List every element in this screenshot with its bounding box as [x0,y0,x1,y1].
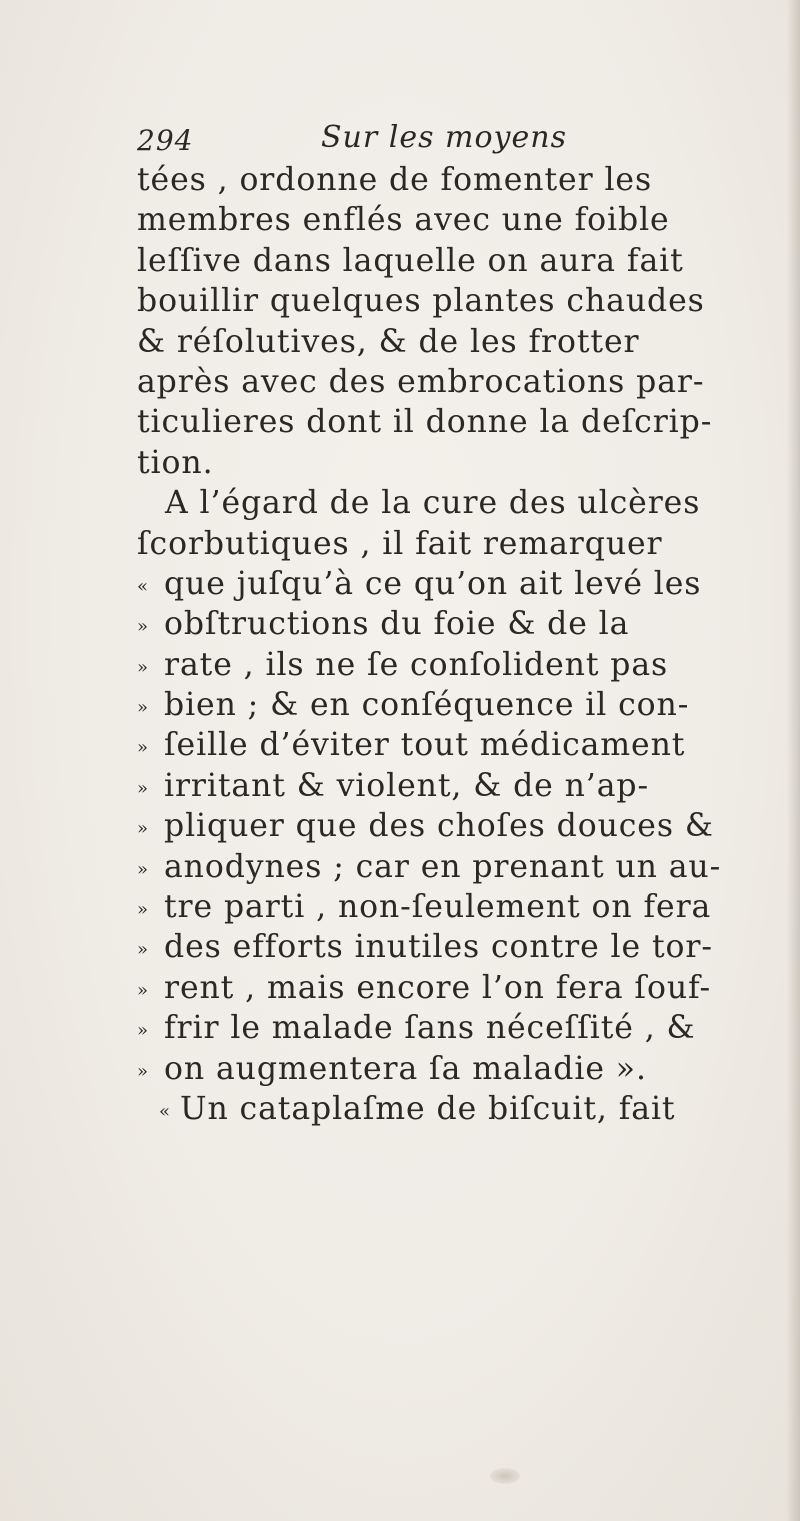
continuation-quote-mark: » [137,818,149,840]
continuation-quote-mark: » [137,939,149,961]
quoted-line: » ſeille d’éviter tout médicament [137,725,777,765]
continuation-quote-mark: » [137,737,149,759]
text-line: leſſive dans laquelle on aura fait [137,242,684,279]
continuation-quote-mark: » [137,899,149,921]
continuation-quote-mark: » [137,656,149,678]
page-header [137,118,697,158]
text-line: ticulieres dont il donne la deſcrip- [137,404,713,441]
body-text [137,160,777,1129]
paragraph-start-line: A l’égard de la cure des ulcères [165,485,701,522]
quoted-line: » pliquer que des choſes douces & [137,806,777,846]
paragraph-start-line: « Un cataplaſme de biſcuit, fait [137,1089,777,1129]
text-line: après avec des embrocations par- [137,363,705,400]
page-edge-shadow [786,0,800,1521]
paper-stain [490,1468,520,1484]
quoted-line: » irritant & violent, & de n’ap- [137,766,777,806]
quoted-line: » tre parti , non-ſeulement on fera [137,887,777,927]
running-title: Sur les moyens [321,120,567,155]
text-line: & réſolutives, & de les frotter [137,323,640,360]
quoted-line: » on augmentera ſa maladie ». [137,1049,777,1089]
quoted-line: » des efforts inutiles contre le tor- [137,927,777,967]
text-line: membres enflés avec une foible [137,202,670,239]
quoted-line: » rate , ils ne ſe conſolident pas [137,645,777,685]
quoted-line: » bien ; & en conſéquence il con- [137,685,777,725]
open-quote-mark: « [137,575,149,597]
text-line: bouillir quelques plantes chaudes [137,283,705,320]
continuation-quote-mark: » [137,858,149,880]
open-quote-mark: « [159,1100,171,1122]
page-number: 294 [137,124,194,157]
text-line: tion. [137,444,214,481]
quoted-line: » obſtructions du foie & de la [137,604,777,644]
continuation-quote-mark: » [137,697,149,719]
continuation-quote-mark: » [137,777,149,799]
continuation-quote-mark: » [137,1020,149,1042]
quoted-line: » frir le malade ſans néceſſité , & [137,1008,777,1048]
text-line: ſcorbutiques , il fait remarquer [137,525,663,562]
continuation-quote-mark: » [137,1060,149,1082]
text-line: tées , ordonne de fomenter les [137,162,653,198]
continuation-quote-mark: » [137,616,149,638]
quoted-line: « que juſqu’à ce qu’on ait levé les [137,564,777,604]
continuation-quote-mark: » [137,979,149,1001]
quoted-line: » rent , mais encore l’on fera ſouf- [137,968,777,1008]
quoted-line: » anodynes ; car en prenant un au- [137,847,777,887]
